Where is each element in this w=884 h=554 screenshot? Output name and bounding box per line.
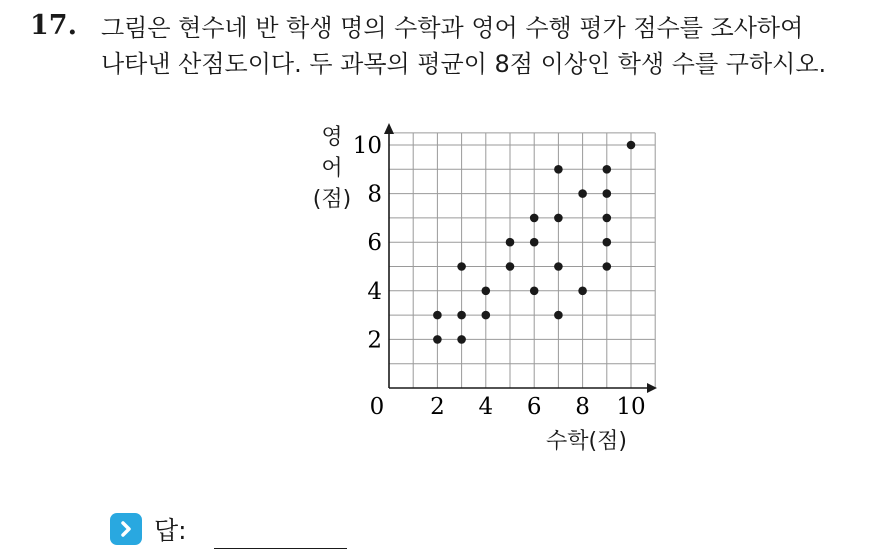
question-line-2: 나타낸 산점도이다. 두 과목의 평균이 8점 이상인 학생 수를 구하시오. [101,50,827,78]
x-tick-label: 10 [616,394,646,420]
answer-label: 답: [154,516,187,545]
data-point [603,214,612,223]
data-point [603,189,612,198]
data-point [482,311,491,320]
question-number: 17. [30,10,77,41]
data-point [603,262,612,271]
data-point [603,165,612,174]
origin-label: 0 [369,394,385,420]
y-tick-label: 4 [367,278,382,305]
data-point [457,335,466,344]
y-tick-label: 10 [352,133,382,159]
y-axis-label-line-2: 어 [321,156,343,181]
data-point [506,262,515,271]
data-point [530,238,539,247]
y-axis-label [312,122,352,215]
data-point [554,311,563,320]
data-point [530,287,539,296]
chevron-right-icon [110,513,142,545]
data-point [530,214,539,223]
answer-blank[interactable] [214,548,347,549]
data-point [433,335,442,344]
answer-row [110,511,187,547]
data-point [433,311,442,320]
x-tick-label: 8 [575,394,590,420]
question-line-1: 그림은 현수네 반 학생 명의 수학과 영어 수행 평가 점수를 조사하여 [101,14,804,42]
x-tick-label: 4 [478,394,494,420]
y-axis-label-line-3: (점) [312,187,352,212]
data-point [578,189,587,198]
data-point [554,165,563,174]
y-tick-label: 2 [367,327,382,354]
data-point [554,262,563,271]
y-axis-arrow [384,123,394,134]
data-point [457,311,466,320]
data-point [554,214,563,223]
data-point [482,287,491,296]
x-tick-label: 6 [526,394,542,420]
y-tick-label: 8 [367,181,382,208]
data-point [457,262,466,271]
data-point [506,238,515,247]
y-tick-label: 6 [367,230,382,257]
y-axis-label-line-1: 영 [321,125,343,150]
data-point [627,141,636,150]
x-tick-label: 2 [430,394,445,420]
data-point [603,238,612,247]
data-point [578,287,587,296]
x-axis-label: 수학(점) [546,429,627,454]
